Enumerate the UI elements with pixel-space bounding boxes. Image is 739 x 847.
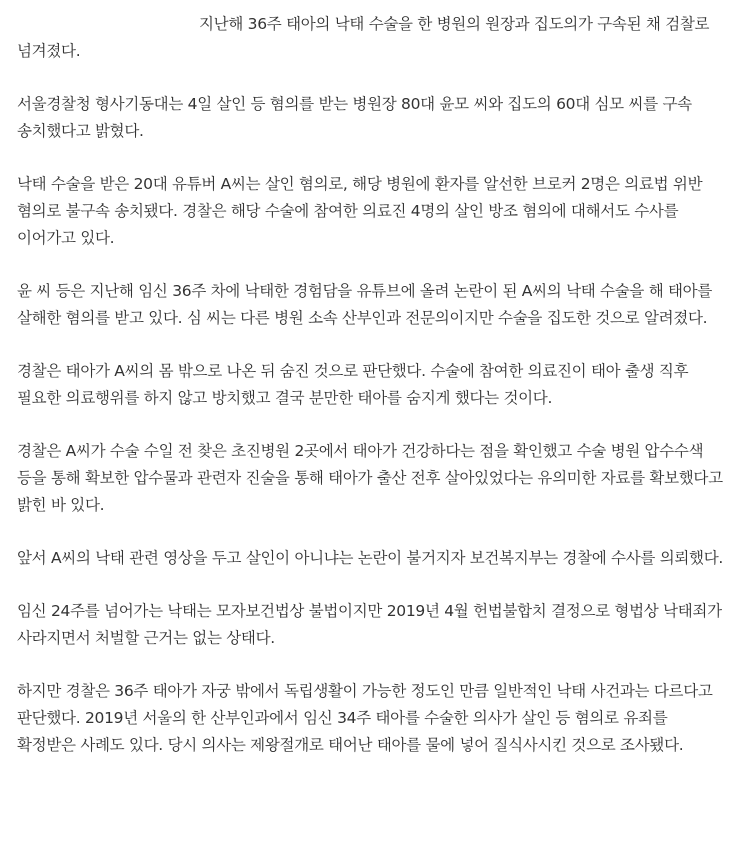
article-paragraph: 경찰은 태아가 A씨의 몸 밖으로 나온 뒤 숨진 것으로 판단했다. 수술에 참여한 의료진이 태아 출생 직후 필요한 의료행위를 하지 않고 방치했고 결국 분만한 태아를 숨지게 했다는 것이다.	[17, 362, 689, 407]
article-paragraph: 윤 씨 등은 지난해 임신 36주 차에 낙태한 경험담을 유튜브에 올려 논란이 된 A씨의 낙태 수술을 해 태아를 살해한 혐의를 받고 있다. 심 씨는 다른 병원 소속 산부인과 전문의이지만 수술을 집도한 것으로 알려졌다.	[17, 282, 713, 327]
article-paragraph: 임신 24주를 넘어가는 낙태는 모자보건법상 불법이지만 2019년 4월 헌법불합치 결정으로 형법상 낙태죄가 사라지면서 처벌할 근거는 없는 상태다.	[17, 602, 722, 647]
article-paragraph-lead: 지난해 36주 태아의 낙태 수술을 한 병원의 원장과 집도의가 구속된 채 검찰로 넘겨졌다.	[17, 15, 710, 60]
article-paragraph: 낙태 수술을 받은 20대 유튜버 A씨는 살인 혐의로, 해당 병원에 환자를 알선한 브로커 2명은 의료법 위반 혐의로 불구속 송치됐다. 경찰은 해당 수술에 참여한 의료진 4명의 살인 방조 혐의에 대해서도 수사를 이어가고 있다.	[17, 175, 703, 247]
article-paragraph: 하지만 경찰은 36주 태아가 자궁 밖에서 독립생활이 가능한 정도인 만큼 일반적인 낙태 사건과는 다르다고 판단했다. 2019년 서울의 한 산부인과에서 임신 34주 태아를 수술한 의사가 살인 등 혐의로 유죄를 확정받은 사례도 있다. 당시 의사는 제왕절개로 태어난 태아를 물에 넣어 질식사시킨 것으로 조사됐다.	[17, 682, 713, 754]
article-paragraph: 서울경찰청 형사기동대는 4일 살인 등 혐의를 받는 병원장 80대 윤모 씨와 집도의 60대 심모 씨를 구속 송치했다고 밝혔다.	[17, 95, 692, 140]
article-paragraph: 앞서 A씨의 낙태 관련 영상을 두고 살인이 아니냐는 논란이 불거지자 보건복지부는 경찰에 수사를 의뢰했다.	[17, 549, 724, 567]
article-paragraph: 경찰은 A씨가 수술 수일 전 찾은 초진병원 2곳에서 태아가 건강하다는 점을 확인했고 수술 병원 압수수색 등을 통해 확보한 압수물과 관련자 진술을 통해 태아가 출산 전후 살아있었다는 유의미한 자료를 확보했다고 밝힌 바 있다.	[17, 442, 723, 514]
article-body	[17, 11, 725, 785]
